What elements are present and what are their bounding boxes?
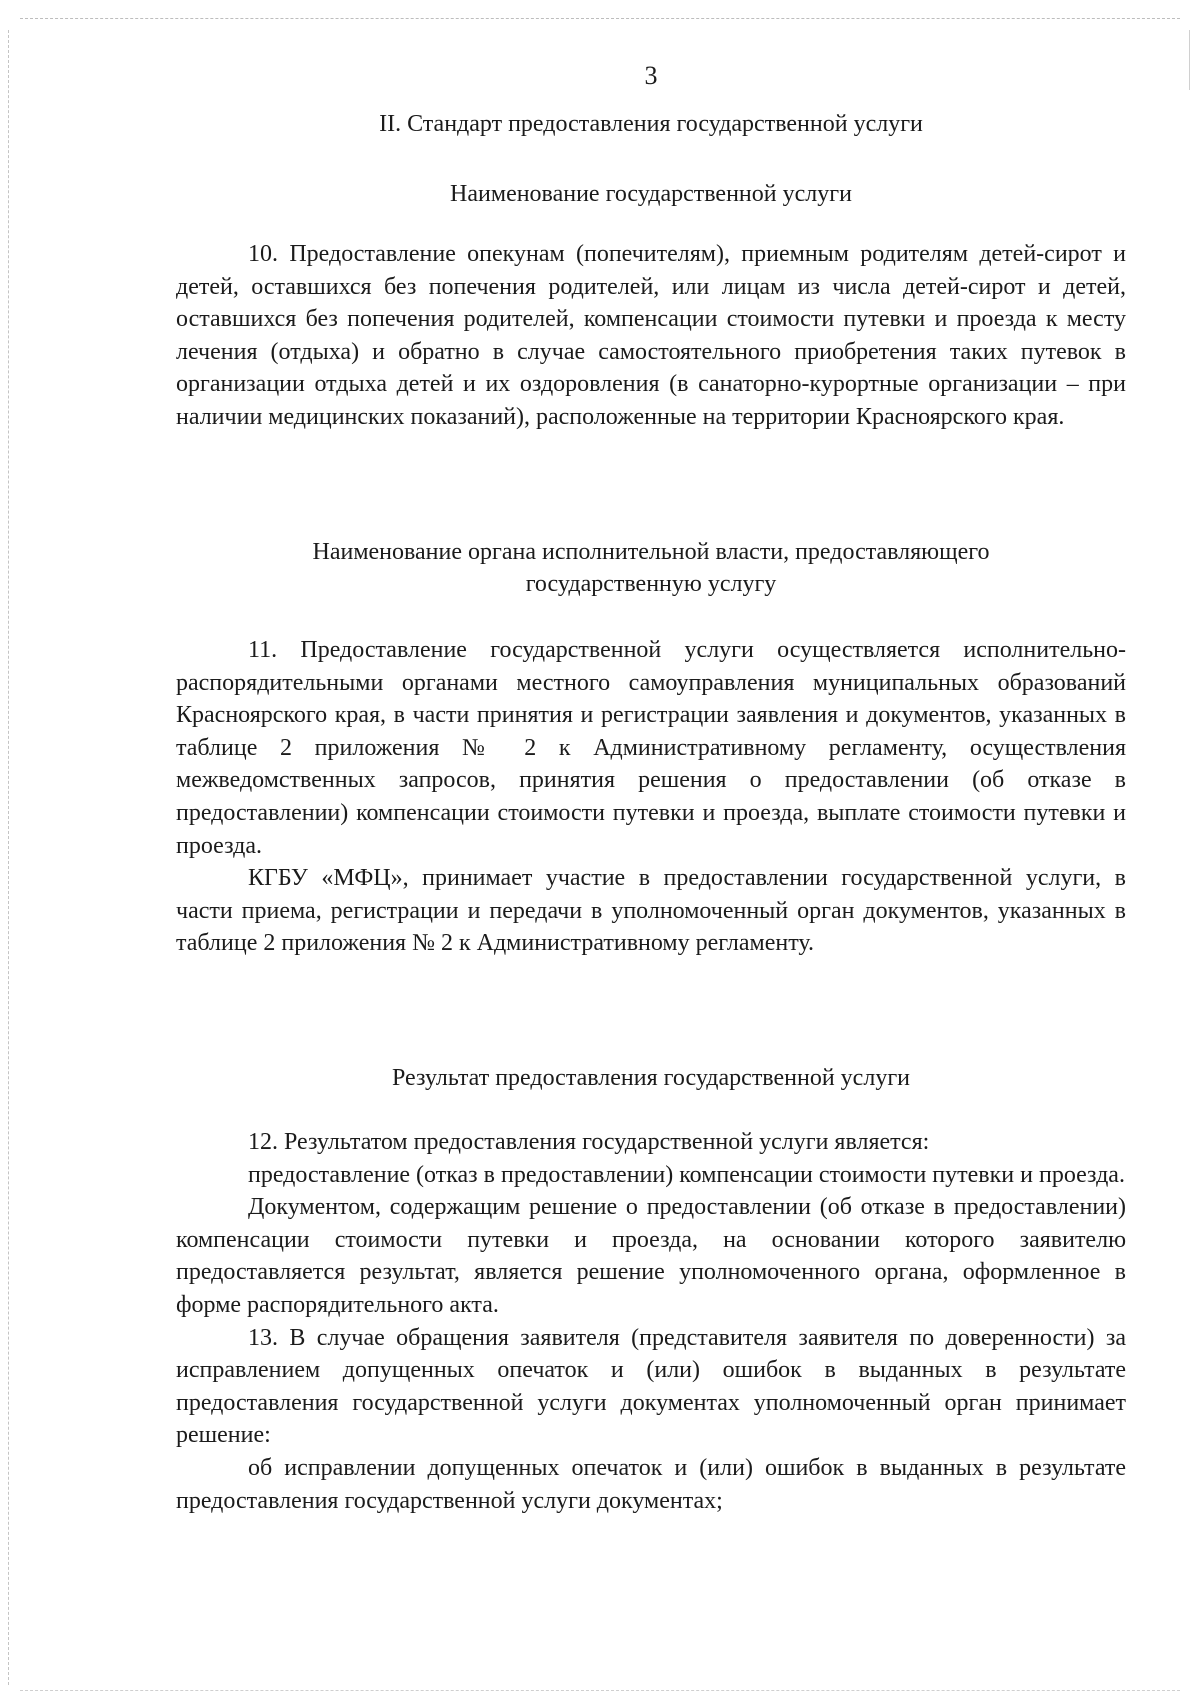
paragraph-12-b: Документом, содержащим решение о предоставлении (об отказе в предоставлении) компенсации стоимости путевки и проезда, на основании которого заявителю предоставляется результат, является решение уполномоченного органа, оформленное в форме распорядительного акта. bbox=[176, 1194, 1126, 1318]
result-section bbox=[176, 1126, 1126, 1517]
scan-edge-bottom bbox=[20, 1690, 1180, 1691]
page-number: 3 bbox=[644, 61, 658, 90]
section-title: II. Стандарт предоставления государственной услуги bbox=[379, 111, 923, 137]
service-name-section bbox=[176, 238, 1126, 434]
heading-service-name: Наименование государственной услуги bbox=[450, 181, 852, 207]
paragraph-12: 12. Результатом предоставления государственной услуги является: bbox=[248, 1129, 930, 1155]
paragraph-12-a: предоставление (отказ в предоставлении) компенсации стоимости путевки и проезда. bbox=[248, 1161, 1125, 1188]
scan-edge-right bbox=[1189, 30, 1190, 90]
heading-authority-line-2: государственную услугу bbox=[525, 571, 777, 597]
authority-section bbox=[176, 634, 1126, 960]
scan-edge-left bbox=[8, 30, 9, 1685]
heading-authority-line-1: Наименование органа исполнительной власти, предоставляющего bbox=[312, 539, 990, 565]
paragraph-13: 13. В случае обращения заявителя (представителя заявителя по доверенности) за исправлением допущенных опечаток и (или) ошибок в выданных в результате предоставления государственной услуги документах уполномоченный орган принимает решение: bbox=[176, 1324, 1126, 1449]
paragraph-11: 11. Предоставление государственной услуги осуществляется исполнительно-распорядительными органами местного самоуправления муниципальных образований Красноярского края, в части принятия и регистрации заявления и документов, указанных в таблице 2 приложения № 2 к Административному регламенту, осуществления межведомственных запросов, принятия решения о предоставлении (об отказе в предоставлении) компенсации стоимости путевки и проезда, выплате стоимости путевки и проезда. bbox=[176, 637, 1126, 859]
paragraph-10: 10. Предоставление опекунам (попечителям), приемным родителям детей-сирот и детей, оставшихся без попечения родителей, или лицам из числа детей-сирот и детей, оставшихся без попечения родителей, компенсации стоимости путевки и проезда к месту лечения (отдыха) и обратно в случае самостоятельного приобретения таких путевок в организации отдыха детей и их оздоровления (в санаторно-курортные организации – при наличии медицинских показаний), расположенные на территории Красноярского края. bbox=[176, 241, 1126, 430]
paragraph-11-mfc: КГБУ «МФЦ», принимает участие в предоставлении государственной услуги, в части приема, регистрации и передачи в уполномоченный орган документов, указанных в таблице 2 приложения № 2 к Административному регламенту. bbox=[176, 865, 1126, 957]
heading-authority bbox=[176, 536, 1126, 600]
scan-edge-top bbox=[20, 18, 1180, 19]
heading-result: Результат предоставления государственной услуги bbox=[391, 1065, 910, 1091]
paragraph-13-a: об исправлении допущенных опечаток и (или) ошибок в выданных в результате предоставления государственной услуги документах; bbox=[176, 1454, 1126, 1514]
